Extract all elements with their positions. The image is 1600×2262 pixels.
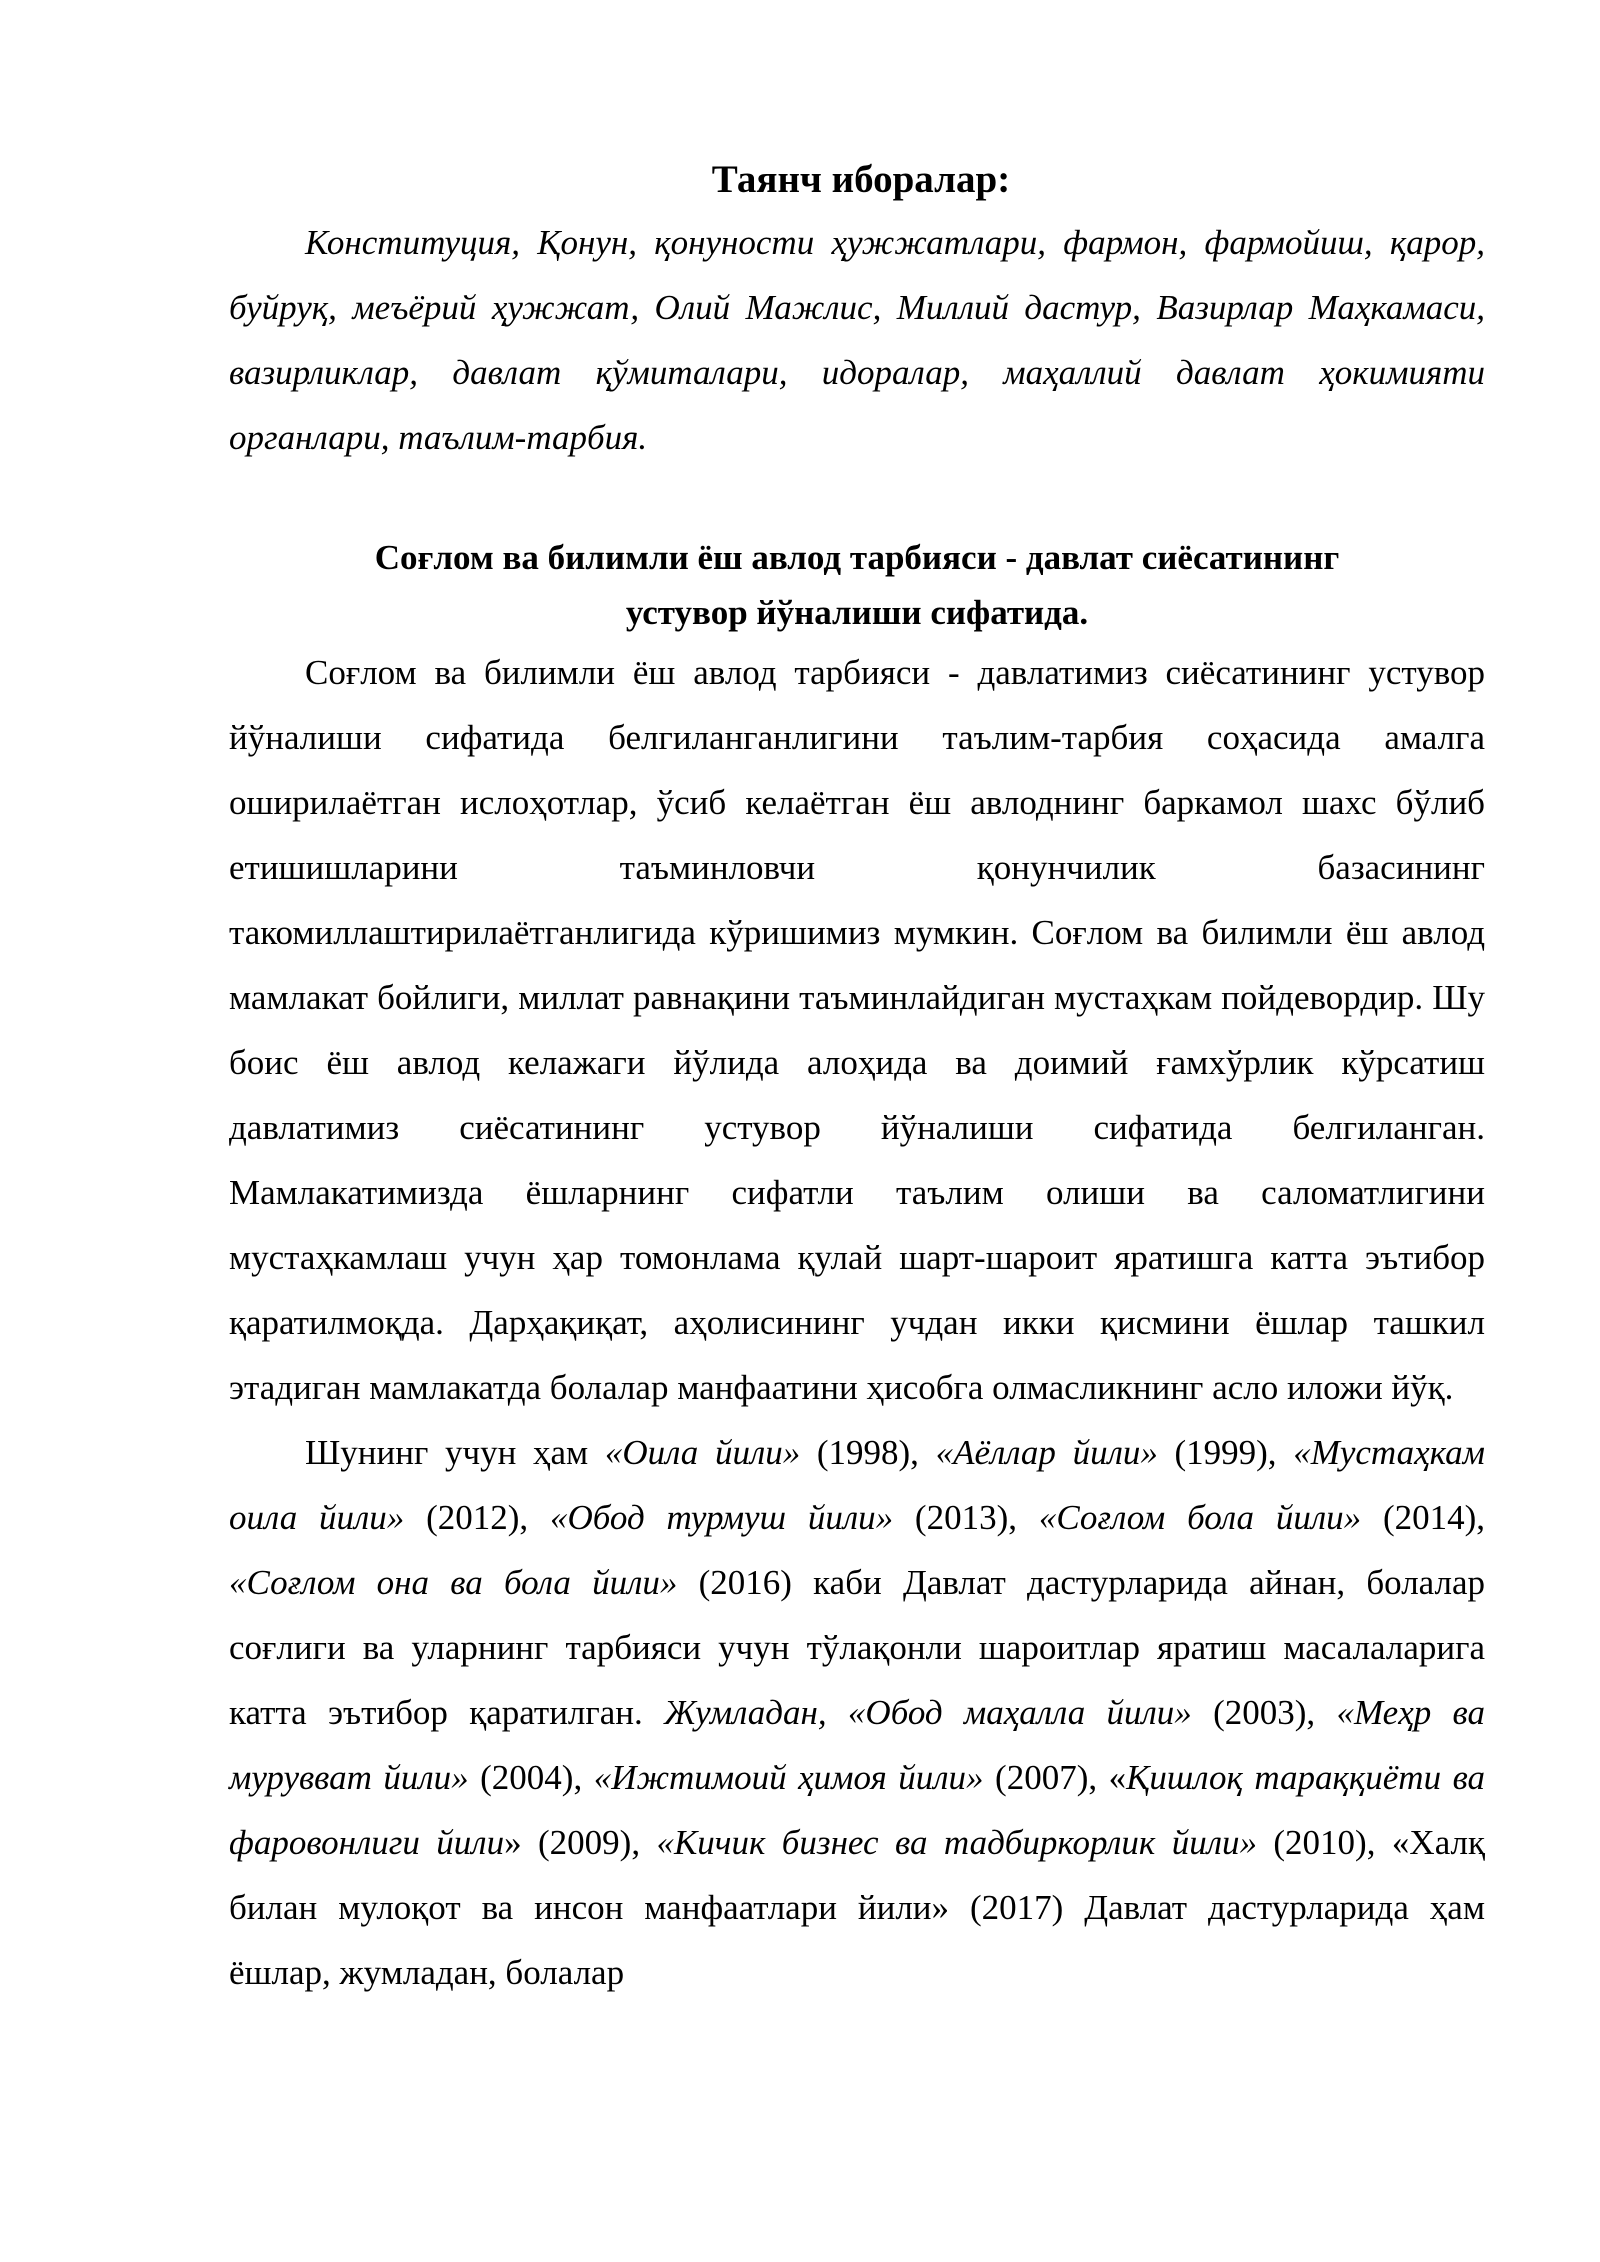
text-run: (2004), xyxy=(468,1758,594,1797)
italic-run: «Обод турмуш йили» xyxy=(550,1498,894,1537)
italic-run: «Кичик бизнес ва тадбиркорлик йили» xyxy=(656,1823,1257,1862)
section-title xyxy=(229,530,1485,640)
text-run: (2014), xyxy=(1361,1498,1486,1537)
italic-run: «Соғлом бола йили» xyxy=(1038,1498,1362,1537)
italic-run: «Оила йили» xyxy=(604,1433,801,1472)
text-run: (2012), xyxy=(404,1498,550,1537)
section-title-line1: Соғлом ва билимли ёш авлод тарбияси - давлат сиёсатининг xyxy=(374,538,1340,577)
keywords-paragraph: Конституция, Қонун, қонуности ҳужжатлари, фармон, фармойиш, қарор, буйруқ, меъёрий ҳужжат, Олий Мажлис, Миллий дастур, Вазирлар Маҳкамаси, вазирликлар, давлат қўмиталари, идоралар, маҳаллий давлат ҳокимияти органлари, таълим-тарбия. xyxy=(229,223,1485,457)
italic-run: «Аёллар йили» xyxy=(935,1433,1158,1472)
text-run: (2007), « xyxy=(983,1758,1127,1797)
document-page xyxy=(229,150,1485,2005)
italic-run: «Ижтимоий ҳимоя йили» xyxy=(593,1758,984,1797)
body-paragraph-1: Соғлом ва билимли ёш авлод тарбияси - давлатимиз сиёсатининг устувор йўналиши сифатида белгиланганлигини таълим-тарбия соҳасида амалга оширилаётган ислоҳотлар, ўсиб келаётган ёш авлоднинг баркамол шахс бўлиб етишишларини таъминловчи қонунчилик базасининг такомиллаштирилаётганлигида кўришимиз мумкин. Соғлом ва билимли ёш авлод мамлакат бойлиги, миллат равнақини таъминлайдиган мустаҳкам пойдевордир. Шу боис ёш авлод келажаги йўлида алоҳида ва доимий ғамхўрлик кўрсатиш давлатимиз сиёсатининг устувор йўналиши сифатида белгиланган. Мамлакатимизда ёшларнинг сифатли таълим олиши ва саломатлигини мустаҳкамлаш учун ҳар томонлама қулай шарт-шароит яратишга катта эътибор қаратилмоқда. Дарҳақиқат, аҳолисининг учдан икки қисмини ёшлар ташкил этадиган мамлакатда болалар манфаатини ҳисобга олмасликнинг асло иложи йўқ. xyxy=(229,653,1485,1407)
text-run: (2013), xyxy=(893,1498,1039,1537)
text-run: (2010), «Халқ билан мулоқот ва инсон манфаатлари йили» (2017) Давлат дастурларида ҳам ёшлар, жумладан, болалар xyxy=(229,1823,1486,1992)
text-run: (2016) каби Давлат дастурларида айнан, болалар соғлиги ва уларнинг тарбияси учун тўлақонли шароитлар яратиш масалаларига катта эътибор қаратилган. xyxy=(229,1563,1486,1732)
section-title-line2: устувор йўналиши сифатида. xyxy=(625,593,1089,632)
italic-run: «Мустаҳкам оила йили» xyxy=(229,1433,1486,1537)
italic-run: Жумладан, «Обод маҳалла йили» xyxy=(664,1693,1192,1732)
text-run: » (2009), xyxy=(504,1823,657,1862)
keywords-heading: Таянч иборалар: xyxy=(711,158,1011,201)
italic-run: «Соғлом она ва бола йили» xyxy=(229,1563,678,1602)
text-run: Шунинг учун ҳам xyxy=(305,1433,605,1472)
text-run: (1998), xyxy=(800,1433,936,1472)
body-paragraph-2 xyxy=(229,1420,1485,2005)
italic-run: «Меҳр ва мурувват йили» xyxy=(229,1693,1486,1797)
text-run: (1999), xyxy=(1157,1433,1294,1472)
text-run: (2003), xyxy=(1191,1693,1337,1732)
italic-run: Қишлоқ тараққиёти ва фаровонлиги йили xyxy=(229,1758,1486,1862)
spacer xyxy=(229,470,1485,530)
